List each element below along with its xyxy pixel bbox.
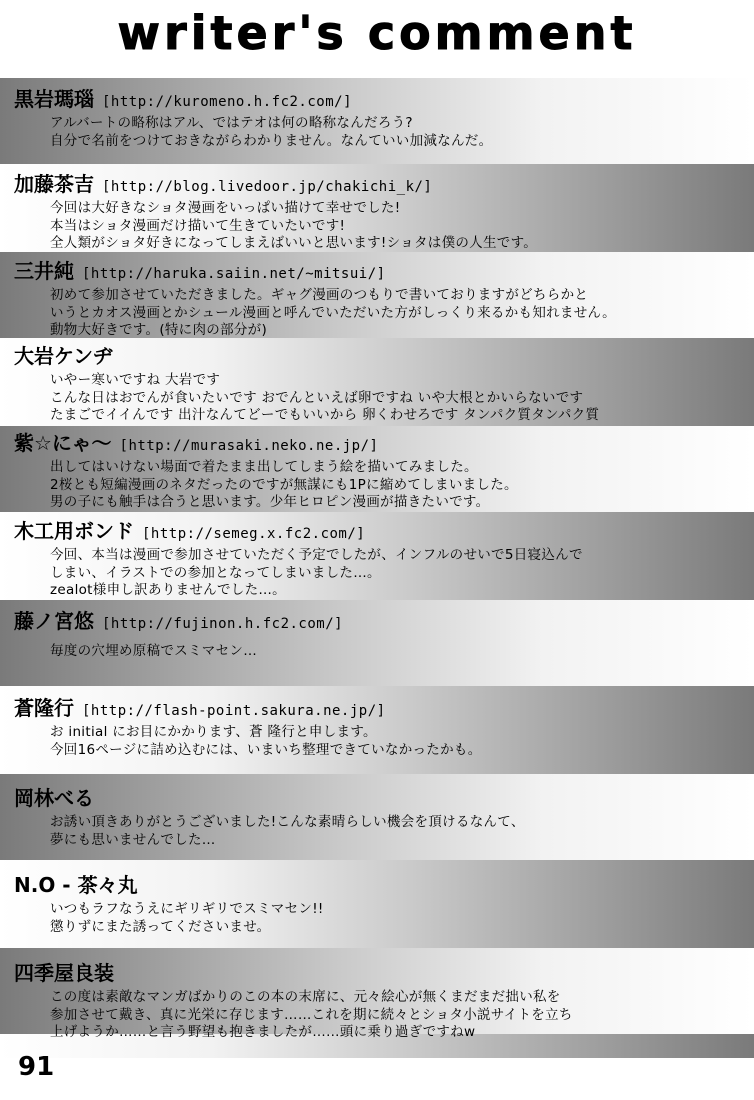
comment-line: 男の子にも触手は合うと思います。少年ヒロピン漫画が描きたいです。: [50, 494, 490, 510]
page-title: writer's comment: [117, 6, 637, 60]
comment-line: 今回、本当は漫画で参加させていただく予定でしたが、インフルのせいで5日寝込んで: [50, 547, 583, 563]
comment-line: 自分で名前をつけておきながらわかりません。なんていい加減なんだ。: [50, 132, 493, 149]
comment-line: 出してはいけない場面で着たまま出してしまう絵を描いてみました。: [50, 459, 478, 475]
comment-line: 本当はショタ漫画だけ描いて生きていたいです!: [50, 217, 346, 234]
comment-entry: [0, 88, 754, 150]
entry-header: [14, 874, 744, 897]
comment-entry: [0, 787, 754, 849]
comment-line: 上げようか……と言う野望も抱きましたが……頭に乗り過ぎですねw: [50, 1024, 476, 1040]
comment-line: こんな日はおでんが食いたいです おでんといえば卵ですね いや大根とかいらないです: [50, 389, 584, 406]
author-url: [http://fujinon.h.fc2.com/]: [102, 616, 344, 632]
page-title-area: [0, 4, 754, 64]
comment-entry: [0, 345, 754, 425]
comment-entry: [0, 697, 754, 759]
author-url: [http://semeg.x.fc2.com/]: [142, 526, 366, 542]
entry-header: [14, 962, 744, 985]
comment-entry: [0, 962, 754, 1042]
comment-line: 参加させて戴き、真に光栄に存じます……これを期に続々とショタ小説サイトを立ち: [50, 1006, 573, 1023]
comment-line: いやー寒いですね 大岩です: [50, 372, 221, 388]
author-name: 岡林べる: [14, 786, 94, 810]
author-url: [http://murasaki.neko.ne.jp/]: [119, 438, 379, 454]
comment-line: いうとカオス漫画とかシュール漫画と呼んでいただいた方がしっくり来るかも知れません。: [50, 304, 616, 321]
entry-header: [14, 697, 744, 720]
comment-line: お誘い頂きありがとうございました!こんな素晴らしい機会を頂けるなんて、: [50, 814, 525, 830]
entry-body: [14, 115, 744, 150]
author-name: 藤ノ宮悠: [14, 609, 94, 633]
author-url: [http://blog.livedoor.jp/chakichi_k/]: [102, 179, 433, 195]
page-number: 91: [18, 1052, 55, 1082]
author-name: 紫☆にゃ～: [14, 431, 112, 455]
entry-header: [14, 432, 744, 455]
entry-body: [14, 200, 744, 253]
entry-header: [14, 173, 744, 196]
comment-line: 2桜とも短編漫画のネタだったのですが無謀にも1Pに縮めてしまいました。: [50, 476, 518, 493]
author-url: [http://kuromeno.h.fc2.com/]: [102, 94, 353, 110]
entry-body: [14, 989, 744, 1042]
entry-body: [14, 901, 744, 936]
comment-line: たまごでイイんです 出汁なんてどーでもいいから 卵くわせろです タンパク質タンパク質: [50, 407, 600, 423]
comment-line: 今回は大好きなショタ漫画をいっぱい描けて幸せでした!: [50, 200, 401, 216]
comment-entry: [0, 260, 754, 340]
comment-entry: [0, 610, 754, 661]
entry-body: [14, 814, 744, 849]
author-name: 木工用ボンド: [14, 519, 134, 543]
comment-entry: [0, 173, 754, 253]
author-name: 蒼隆行: [14, 696, 74, 720]
author-name: 大岩ケンヂ: [14, 344, 113, 368]
entry-body: [14, 372, 744, 425]
comment-line: 今回16ページに詰め込むには、いまいち整理できていなかったかも。: [50, 741, 482, 758]
entry-body: [14, 724, 744, 759]
comment-entry: [0, 432, 754, 512]
comment-line: 初めて参加させていただきました。ギャグ漫画のつもりで書いておりますがどちらかと: [50, 287, 589, 303]
comment-line: zealot様申し訳ありませんでした…。: [50, 582, 286, 598]
comment-entry: [0, 874, 754, 936]
comment-entry: [0, 520, 754, 600]
comment-line: 動物大好きです。(特に肉の部分が): [50, 322, 268, 338]
author-name: 黒岩瑪瑙: [14, 87, 94, 111]
entry-header: [14, 260, 744, 283]
entry-header: [14, 787, 744, 810]
author-name: 加藤茶吉: [14, 172, 94, 196]
comment-line: 夢にも思いませんでした…: [50, 831, 216, 848]
author-name: 四季屋良装: [14, 961, 114, 985]
comment-line: この度は素敵なマンガばかりのこの本の末席に、元々絵心が無くまだまだ拙い私を: [50, 989, 561, 1005]
comment-line: 全人類がショタ好きになってしまえばいいと思います!ショタは僕の人生です。: [50, 235, 538, 251]
entry-header: [14, 520, 744, 543]
author-name: N.O - 茶々丸: [14, 873, 138, 897]
author-url: [http://flash-point.sakura.ne.jp/]: [82, 703, 386, 719]
comment-line: しまい、イラストでの参加となってしまいました…。: [50, 564, 381, 581]
comment-line: お initial にお目にかかります、蒼 隆行と申します。: [50, 724, 377, 740]
entry-header: [14, 345, 744, 368]
author-name: 三井純: [14, 259, 74, 283]
comment-line: 懲りずにまた誘ってくださいませ。: [50, 918, 271, 935]
comment-line: アルバートの略称はアル、ではテオは何の略称なんだろう?: [50, 115, 413, 131]
entry-body: [14, 287, 744, 340]
author-url: [http://haruka.saiin.net/~mitsui/]: [82, 266, 386, 282]
entry-header: [14, 88, 744, 111]
entry-header: [14, 610, 744, 633]
comment-line: いつもラフなうえにギリギリでスミマセン!!: [50, 901, 324, 917]
entry-body: [14, 459, 744, 512]
entry-body: [14, 643, 744, 661]
comment-line: 毎度の穴埋め原稿でスミマセン…: [50, 643, 257, 659]
entry-body: [14, 547, 744, 600]
